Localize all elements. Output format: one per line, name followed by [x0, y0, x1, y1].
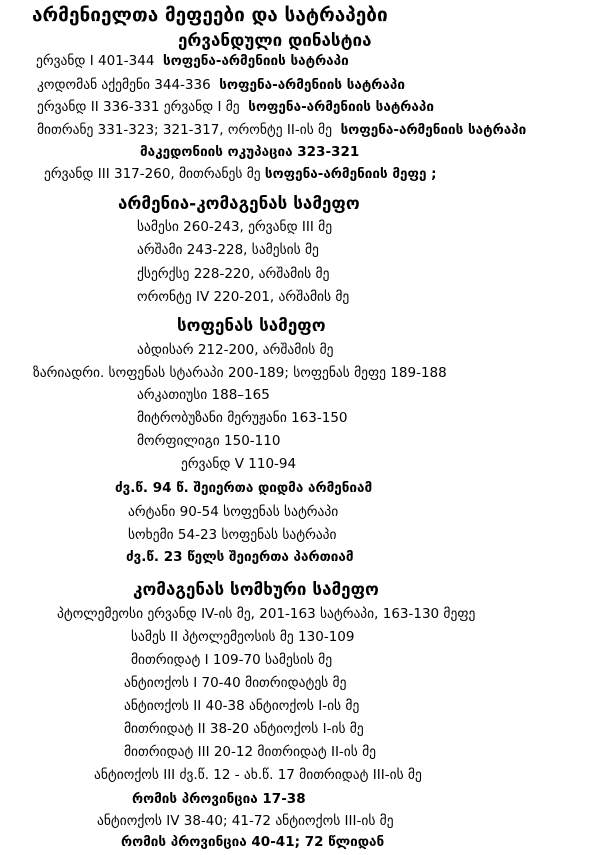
entry-title: სოფენა-არმენიის სატრაპი — [248, 99, 434, 115]
entry-title: სოფენა-არმენიის სატრაპი — [163, 53, 349, 69]
section-heading-yervanduni: ერვანდული დინასტია — [178, 31, 372, 51]
event-note: რომის პროვინცია 40-41; 72 წლიდან — [121, 834, 385, 850]
list-item — [37, 101, 434, 115]
list-item: სამეს II პტოლემეოსის მე 130-109 — [131, 629, 355, 645]
event-note: რომის პროვინცია 17-38 — [132, 791, 306, 807]
list-item — [37, 124, 526, 138]
list-item: არკათიუსი 188–165 — [137, 387, 270, 403]
list-item: ზარიადრი. სოფენას სტარაპი 200-189; სოფენას მეფე 189-188 — [33, 365, 447, 381]
entry-text: ერვანდ III 317-260, მითრანეს მე — [44, 166, 261, 182]
entry-text: მითრანე 331-323; 321-317, ორონტე II-ის მე — [37, 122, 332, 138]
list-item: ანტიოქოს II 40-38 ანტიოქოს I-ის მე — [124, 698, 360, 714]
entry-title: სოფენა-არმენიის სატრაპი — [340, 122, 527, 138]
list-item: ერვანდ V 110-94 — [181, 456, 297, 472]
list-item: მიტრობუზანი მერუჟანი 163-150 — [137, 410, 348, 426]
list-item: არშამი 243-228, სამესის მე — [137, 242, 319, 258]
entry-text: ერვანდ II 336-331 ერვანდ I მე — [37, 99, 240, 115]
entry-text: კოდომან აქემენი 344-336 — [37, 77, 211, 93]
section-heading-armenia-commagene: არმენია-კომაგენას სამეფო — [118, 194, 360, 214]
entry-title: სოფენა-არმენიის მეფე ; — [264, 166, 437, 182]
list-item: სამესი 260-243, ერვანდ III მე — [137, 219, 333, 235]
list-item — [36, 55, 349, 69]
list-item: აბდისარ 212-200, არშამის მე — [137, 342, 334, 358]
list-item — [37, 79, 405, 93]
section-heading-commagene: კომაგენას სომხური სამეფო — [133, 580, 379, 600]
list-item: სოხემი 54-23 სოფენას სატრაპი — [128, 527, 337, 543]
list-item: ანტიოქოს III ძვ.წ. 12 - ახ.წ. 17 მითრიდატ III-ის მე — [94, 767, 422, 783]
list-item — [140, 146, 359, 160]
list-item: მითრიდატ III 20-12 მითრიდატ II-ის მე — [124, 744, 377, 760]
event-note: ძვ.წ. 23 წელს შეიერთა პართიამ — [126, 549, 354, 565]
list-item: მორფილიგი 150-110 — [137, 433, 281, 449]
entry-title: სოფენა-არმენიის სატრაპი — [219, 77, 405, 93]
event-note: ძვ.წ. 94 წ. შეიერთა დიდმა არმენიამ — [115, 480, 373, 496]
entry-text: ერვანდ I 401-344 — [36, 53, 155, 69]
list-item: მითრიდატ II 38-20 ანტიოქოს I-ის მე — [124, 721, 364, 737]
list-item: ქსერქსე 228-220, არშამის მე — [137, 266, 330, 282]
list-item: მითრიდატ I 109-70 სამესის მე — [131, 652, 333, 668]
list-item — [44, 168, 437, 182]
page-title: არმენიელთა მეფეები და სატრაპები — [32, 4, 388, 26]
list-item: ანტიოქოს IV 38-40; 41-72 ანტიოქოს III-ის მე — [97, 813, 394, 829]
event-note: მაკედონიის ოკუპაცია 323-321 — [140, 144, 360, 160]
list-item: ორონტე IV 220-201, არშამის მე — [137, 289, 350, 305]
list-item: პტოლემეოსი ერვანდ IV-ის მე, 201-163 სატრაპი, 163-130 მეფე — [57, 606, 476, 622]
section-heading-sophene: სოფენას სამეფო — [177, 316, 326, 336]
list-item: არტანი 90-54 სოფენას სატრაპი — [128, 504, 339, 520]
list-item: ანტიოქოს I 70-40 მითრიდატეს მე — [124, 675, 347, 691]
